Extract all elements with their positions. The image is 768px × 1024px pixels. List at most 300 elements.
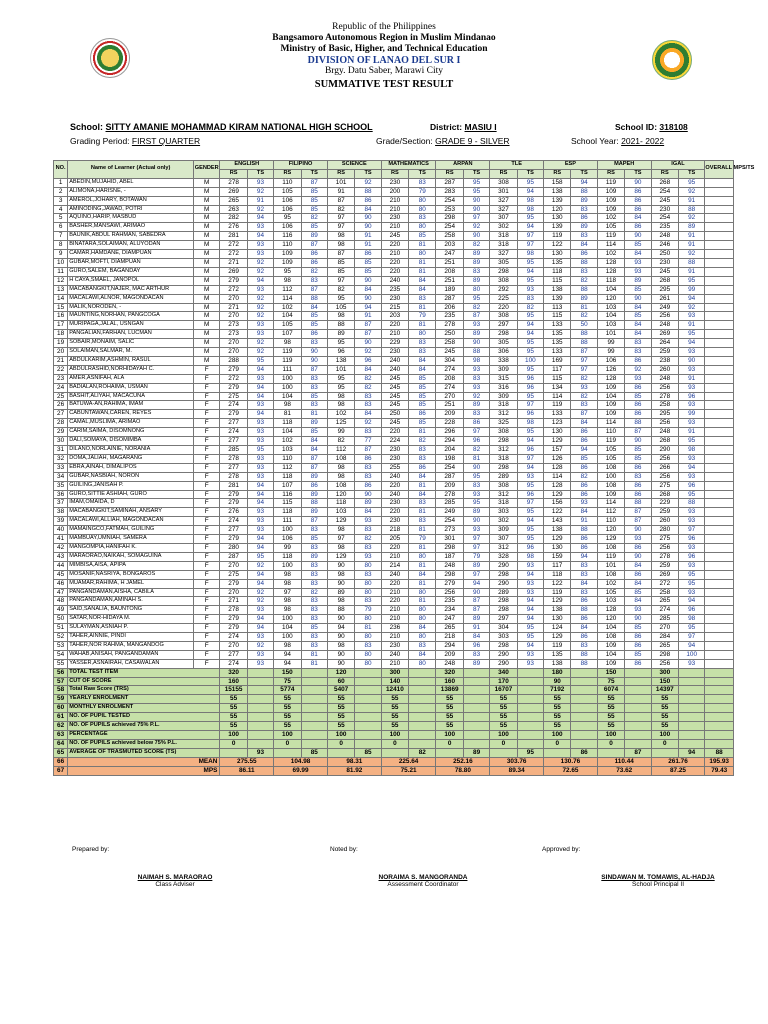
ts-cell: 86: [571, 615, 597, 624]
gender-cell: M: [194, 196, 220, 205]
rs-cell: 220: [381, 258, 408, 267]
rs-cell: 117: [544, 365, 571, 374]
ts-cell: 79: [463, 552, 489, 561]
ts-cell: 91: [679, 374, 705, 383]
rs-cell: 103: [597, 321, 624, 330]
ts-cell: 85: [301, 624, 327, 633]
rs-cell: 306: [490, 348, 517, 357]
ts-cell: 91: [463, 624, 489, 633]
ts-cell: 79: [355, 606, 381, 615]
ts-cell: 83: [301, 526, 327, 535]
ts-cell: 91: [679, 241, 705, 250]
ts-cell: 87: [625, 508, 651, 517]
ts-cell: 85: [409, 374, 436, 383]
rs-cell: 277: [220, 437, 247, 446]
ts-cell: 81: [409, 508, 436, 517]
overall-cell: [705, 250, 734, 259]
learner-name: PANGALIAN,FARHAN, LUCMAN: [68, 330, 194, 339]
ts-cell: 86: [571, 463, 597, 472]
summary-value: [705, 668, 734, 677]
ts-cell: 85: [625, 285, 651, 294]
ts-cell: 88: [463, 348, 489, 357]
rs-cell: 279: [220, 615, 247, 624]
mean-row: [54, 757, 734, 766]
rs-cell: 210: [381, 606, 408, 615]
summary-value: 320: [436, 668, 463, 677]
learner-name: MIMBISA,AISA, APIPA: [68, 561, 194, 570]
overall-cell: [705, 633, 734, 642]
ts-cell: 93: [247, 285, 273, 294]
ts-cell: 89: [301, 508, 327, 517]
summary-value: [679, 677, 705, 686]
ts-cell: 83: [355, 401, 381, 410]
rs-cell: 120: [597, 294, 624, 303]
learner-name: MAMAINGCO,FATMAH, GUILING: [68, 526, 194, 535]
ts-cell: 94: [571, 552, 597, 561]
rs-cell: 129: [327, 552, 354, 561]
rs-cell: 98: [274, 579, 301, 588]
rs-cell: 187: [436, 552, 463, 561]
rs-cell: 104: [597, 312, 624, 321]
rs-cell: 278: [436, 490, 463, 499]
ts-cell: 93: [247, 374, 273, 383]
summary-value: [625, 704, 651, 713]
summary-value: 13869: [436, 686, 463, 695]
ts-cell: 86: [463, 419, 489, 428]
row-number: 50: [54, 615, 68, 624]
rs-cell: 158: [544, 178, 571, 187]
rs-cell: 248: [436, 561, 463, 570]
summary-value: [705, 722, 734, 731]
row-number: 52: [54, 633, 68, 642]
summary-value: 55: [274, 695, 301, 704]
ts-cell: 85: [625, 624, 651, 633]
summary-value: [571, 668, 597, 677]
overall-cell: [705, 535, 734, 544]
row-number: 46: [54, 579, 68, 588]
rs-cell: 240: [381, 276, 408, 285]
rs-cell: 327: [490, 205, 517, 214]
ts-cell: 86: [571, 490, 597, 499]
rs-cell: 274: [220, 428, 247, 437]
ts-cell: 97: [571, 356, 597, 365]
gender-cell: F: [194, 446, 220, 455]
row-number: 16: [54, 312, 68, 321]
learner-row: [54, 321, 734, 330]
rs-cell: 210: [381, 659, 408, 668]
rs-cell: 230: [381, 294, 408, 303]
summary-value: [301, 704, 327, 713]
ts-cell: 86: [355, 481, 381, 490]
ts-cell: 85: [625, 454, 651, 463]
mean-value: 261.76: [651, 757, 705, 766]
ts-cell: 86: [625, 196, 651, 205]
ts-cell: 86: [625, 633, 651, 642]
summary-value: [247, 686, 273, 695]
rs-cell: 106: [274, 196, 301, 205]
rs-cell: 272: [220, 250, 247, 259]
ts-cell: 96: [517, 383, 543, 392]
ts-cell: 94: [517, 330, 543, 339]
summary-value: [571, 677, 597, 686]
ts-cell: 93: [247, 241, 273, 250]
ts-cell: 93: [355, 517, 381, 526]
ts-cell: 80: [409, 196, 436, 205]
learner-name: MACABANGKIT,NAJER, MAC ARTHUR: [68, 285, 194, 294]
ts-cell: 98: [517, 552, 543, 561]
summary-value: [705, 677, 734, 686]
ts-cell: 86: [301, 330, 327, 339]
ts-cell: 94: [247, 570, 273, 579]
ts-cell: 83: [571, 641, 597, 650]
summary-value: [679, 713, 705, 722]
summary-value: [517, 686, 543, 695]
ts-cell: 89: [301, 552, 327, 561]
rs-cell: 210: [381, 588, 408, 597]
rs-cell: 338: [490, 356, 517, 365]
learner-row: [54, 570, 734, 579]
rs-cell: 100: [274, 615, 301, 624]
rs-cell: 104: [597, 392, 624, 401]
learner-name: GUBAR,NASBIAH, NORON: [68, 472, 194, 481]
rs-cell: 250: [436, 330, 463, 339]
summary-value: [355, 739, 381, 748]
ts-cell: 89: [301, 419, 327, 428]
rs-cell: 119: [544, 232, 571, 241]
ts-cell: 93: [247, 650, 273, 659]
summary-value: 0: [327, 739, 354, 748]
ts-cell: 98: [679, 615, 705, 624]
summary-value: [651, 748, 678, 757]
overall-cell: [705, 356, 734, 365]
rs-cell: 100: [597, 472, 624, 481]
rs-cell: 138: [544, 526, 571, 535]
ts-cell: 92: [247, 588, 273, 597]
summary-value: 55: [436, 695, 463, 704]
ts-cell: 87: [355, 446, 381, 455]
learner-row: [54, 258, 734, 267]
rs-cell: 270: [220, 312, 247, 321]
rs-cell: 298: [490, 641, 517, 650]
ts-cell: 81: [301, 659, 327, 668]
ts-cell: 82: [517, 303, 543, 312]
rs-header: RS: [220, 169, 247, 178]
learner-name: BINATARA,SOLAIMAN, ALUYODAN: [68, 241, 194, 250]
rs-cell: 308: [490, 178, 517, 187]
ts-cell: 92: [247, 294, 273, 303]
ts-cell: 93: [463, 490, 489, 499]
ts-cell: 79: [409, 187, 436, 196]
summary-row: [54, 713, 734, 722]
ts-cell: 81: [409, 258, 436, 267]
school-id-info: School ID: 318108: [615, 122, 688, 132]
learner-row: [54, 303, 734, 312]
rs-cell: 285: [436, 499, 463, 508]
gender-cell: M: [194, 214, 220, 223]
rs-cell: 98: [274, 641, 301, 650]
overall-cell: [705, 499, 734, 508]
ts-cell: 86: [625, 490, 651, 499]
summary-value: 55: [490, 704, 517, 713]
rs-cell: 298: [490, 570, 517, 579]
rs-cell: 98: [274, 597, 301, 606]
rs-cell: 230: [381, 499, 408, 508]
rs-cell: 123: [544, 419, 571, 428]
summary-value: 55: [220, 713, 247, 722]
overall-cell: [705, 472, 734, 481]
summary-value: 55: [544, 722, 571, 731]
rs-cell: 240: [381, 490, 408, 499]
rs-cell: 128: [597, 258, 624, 267]
ts-cell: 92: [247, 205, 273, 214]
rs-cell: 271: [220, 258, 247, 267]
rs-cell: 236: [381, 624, 408, 633]
learner-row: [54, 285, 734, 294]
rs-cell: 128: [544, 481, 571, 490]
ts-cell: 80: [409, 250, 436, 259]
rs-cell: 245: [651, 196, 678, 205]
ts-cell: 81: [409, 543, 436, 552]
ts-cell: 93: [679, 454, 705, 463]
ts-cell: 86: [571, 543, 597, 552]
gender-cell: F: [194, 650, 220, 659]
rs-cell: 117: [544, 561, 571, 570]
rs-cell: 107: [274, 330, 301, 339]
rs-cell: 89: [327, 330, 354, 339]
learner-name: MANGOMPIA,HANIFAH K.: [68, 543, 194, 552]
summary-value: [327, 748, 354, 757]
rs-cell: 274: [220, 659, 247, 668]
no-header: NO.: [54, 161, 68, 179]
rs-cell: 245: [381, 392, 408, 401]
ts-cell: 90: [463, 196, 489, 205]
ts-cell: 81: [409, 597, 436, 606]
rs-cell: 254: [436, 463, 463, 472]
ts-cell: 93: [571, 383, 597, 392]
rs-header: RS: [597, 169, 624, 178]
summary-value: [301, 668, 327, 677]
row-number: 20: [54, 348, 68, 357]
summary-value: [409, 668, 436, 677]
rs-cell: 108: [597, 481, 624, 490]
ts-cell: 96: [517, 410, 543, 419]
rs-cell: 265: [651, 641, 678, 650]
ts-cell: 92: [247, 597, 273, 606]
ts-cell: 95: [463, 187, 489, 196]
ts-cell: 93: [679, 659, 705, 668]
ts-cell: 87: [625, 517, 651, 526]
learner-row: [54, 472, 734, 481]
learner-name: DALI,SOMAYA, DISOMIMBA: [68, 437, 194, 446]
rs-cell: 279: [220, 624, 247, 633]
ts-cell: 89: [571, 294, 597, 303]
rs-cell: 256: [651, 454, 678, 463]
rs-cell: 135: [544, 650, 571, 659]
rs-cell: 220: [381, 597, 408, 606]
ts-cell: 89: [463, 615, 489, 624]
summary-value: [571, 739, 597, 748]
summary-value: 85: [355, 748, 381, 757]
rs-cell: 230: [381, 348, 408, 357]
rs-cell: 254: [436, 223, 463, 232]
summary-value: [355, 668, 381, 677]
rs-cell: 270: [220, 641, 247, 650]
rs-cell: 250: [381, 410, 408, 419]
rs-cell: 254: [651, 187, 678, 196]
summary-value: [301, 722, 327, 731]
summary-value: 12410: [381, 686, 408, 695]
row-number: 41: [54, 535, 68, 544]
rs-cell: 259: [651, 348, 678, 357]
ts-cell: 84: [409, 570, 436, 579]
ts-cell: 98: [517, 419, 543, 428]
ts-cell: 95: [517, 258, 543, 267]
learner-row: [54, 374, 734, 383]
ts-cell: 93: [463, 383, 489, 392]
rs-cell: 220: [381, 241, 408, 250]
ts-cell: 88: [571, 285, 597, 294]
summary-value: [301, 677, 327, 686]
grade-section: GRADE 9 - SILVER: [435, 136, 510, 146]
ts-cell: 93: [679, 383, 705, 392]
ts-cell: 93: [463, 526, 489, 535]
ts-cell: 84: [409, 650, 436, 659]
rs-cell: 282: [220, 214, 247, 223]
mps-value: 86.11: [220, 766, 274, 775]
ts-cell: 84: [409, 285, 436, 294]
overall-cell: [705, 392, 734, 401]
rs-cell: 105: [597, 588, 624, 597]
row-number: 25: [54, 392, 68, 401]
ts-cell: 88: [679, 499, 705, 508]
summary-value: [355, 677, 381, 686]
ts-cell: 90: [301, 356, 327, 365]
rs-cell: 297: [490, 615, 517, 624]
rs-cell: 280: [651, 526, 678, 535]
rs-cell: 218: [436, 633, 463, 642]
overall-cell: [705, 241, 734, 250]
rs-cell: 95: [327, 339, 354, 348]
learner-row: [54, 410, 734, 419]
rs-cell: 247: [436, 250, 463, 259]
rs-cell: 256: [651, 312, 678, 321]
ts-cell: 83: [463, 374, 489, 383]
rs-cell: 295: [651, 285, 678, 294]
rs-cell: 279: [220, 579, 247, 588]
learner-row: [54, 650, 734, 659]
rs-cell: 95: [274, 267, 301, 276]
ts-header: TS: [409, 169, 436, 178]
learner-row: [54, 463, 734, 472]
summary-value: 55: [381, 722, 408, 731]
row-number: 37: [54, 499, 68, 508]
learner-name: CAMAR,HAMDANE, DIAMPUAN: [68, 250, 194, 259]
mean-value: 98.31: [327, 757, 381, 766]
gender-cell: F: [194, 597, 220, 606]
row-number: 14: [54, 294, 68, 303]
ts-cell: 92: [355, 178, 381, 187]
ts-cell: 81: [571, 303, 597, 312]
ts-cell: 85: [355, 267, 381, 276]
rs-cell: 240: [381, 472, 408, 481]
overall-cell: [705, 303, 734, 312]
ts-cell: 85: [301, 428, 327, 437]
ts-cell: 83: [355, 543, 381, 552]
gender-cell: M: [194, 321, 220, 330]
row-number: 43: [54, 552, 68, 561]
ts-cell: 88: [571, 526, 597, 535]
ts-cell: 83: [409, 446, 436, 455]
summary-value: [247, 677, 273, 686]
ts-cell: 94: [247, 535, 273, 544]
ts-cell: 94: [517, 267, 543, 276]
rs-cell: 235: [436, 312, 463, 321]
ts-cell: 83: [409, 294, 436, 303]
summary-value: [463, 677, 489, 686]
rs-cell: 101: [327, 365, 354, 374]
summary-value: [679, 686, 705, 695]
rs-cell: 278: [220, 454, 247, 463]
rs-cell: 302: [490, 223, 517, 232]
rs-cell: 298: [490, 597, 517, 606]
mps-value: 81.92: [327, 766, 381, 775]
rs-cell: 295: [651, 410, 678, 419]
ts-cell: 80: [355, 579, 381, 588]
row-number: 12: [54, 276, 68, 285]
overall-cell: [705, 196, 734, 205]
gender-cell: M: [194, 312, 220, 321]
rs-cell: 235: [436, 597, 463, 606]
ts-cell: 91: [355, 312, 381, 321]
prepared-by-signature: [115, 874, 235, 888]
ts-cell: 81: [409, 321, 436, 330]
rs-cell: 135: [544, 339, 571, 348]
ts-cell: 85: [301, 392, 327, 401]
rs-header: RS: [490, 169, 517, 178]
ts-cell: 86: [625, 401, 651, 410]
row-number: 44: [54, 561, 68, 570]
rs-cell: 209: [436, 481, 463, 490]
ts-cell: 84: [625, 579, 651, 588]
rs-cell: 274: [436, 383, 463, 392]
summary-value: [517, 722, 543, 731]
rs-cell: 298: [490, 330, 517, 339]
prepared-by-role: Class Adviser: [155, 881, 195, 888]
ts-cell: 86: [625, 223, 651, 232]
rs-cell: 274: [436, 365, 463, 374]
ts-cell: 93: [247, 428, 273, 437]
summary-value: [625, 686, 651, 695]
rs-cell: 290: [651, 446, 678, 455]
rs-cell: 210: [381, 250, 408, 259]
rs-header: RS: [274, 169, 301, 178]
overall-cell: [705, 597, 734, 606]
rs-cell: 95: [327, 374, 354, 383]
rs-cell: 316: [490, 383, 517, 392]
learner-row: [54, 401, 734, 410]
ts-cell: 93: [247, 419, 273, 428]
ts-cell: 92: [247, 267, 273, 276]
ts-cell: 93: [247, 223, 273, 232]
summary-value: 0: [436, 739, 463, 748]
ts-cell: 86: [625, 570, 651, 579]
summary-value: 55: [327, 704, 354, 713]
rs-cell: 270: [220, 588, 247, 597]
ts-cell: 97: [463, 535, 489, 544]
rs-cell: 138: [544, 285, 571, 294]
rs-cell: 105: [274, 187, 301, 196]
summary-value: 7192: [544, 686, 571, 695]
